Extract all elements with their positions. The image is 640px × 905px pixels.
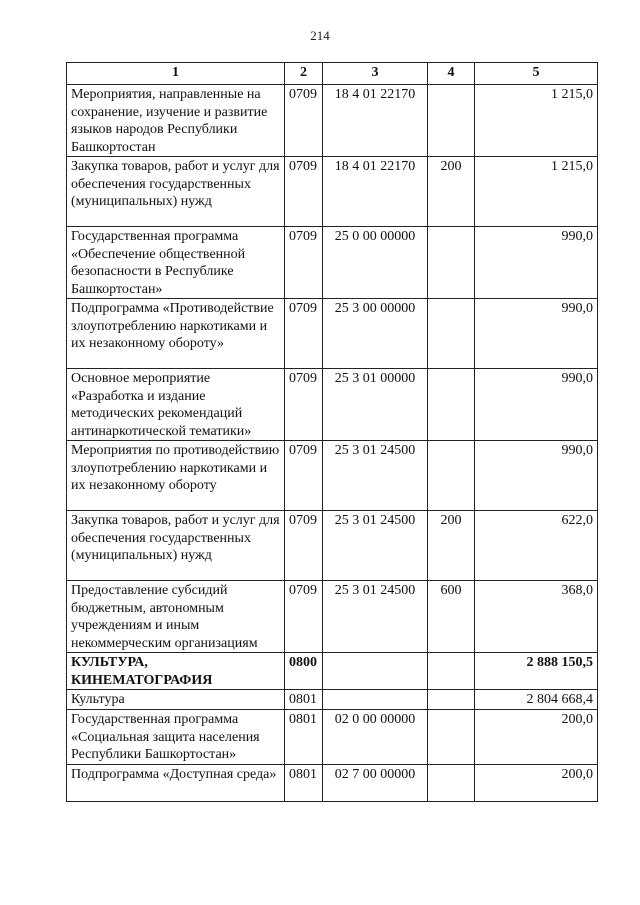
row-expense (428, 441, 475, 511)
row-expense (428, 653, 475, 690)
header-name: 1 (67, 63, 285, 85)
row-section: 0709 (285, 441, 323, 511)
row-name: Мероприятия по противодействию злоупотреблению наркотиками и их незаконному обороту (67, 441, 285, 511)
table-row (67, 581, 598, 653)
row-target: 25 3 01 24500 (323, 441, 428, 511)
row-expense: 200 (428, 157, 475, 227)
row-target: 25 3 00 00000 (323, 299, 428, 369)
header-expense: 4 (428, 63, 475, 85)
table-row (67, 369, 598, 441)
row-expense (428, 369, 475, 441)
row-target: 02 0 00 00000 (323, 710, 428, 765)
row-name: Предоставление субсидий бюджетным, автономным учреждениям и иным некоммерческим организациям (67, 581, 285, 653)
row-section: 0709 (285, 157, 323, 227)
row-name: Подпрограмма «Противодействие злоупотреблению наркотиками и их незаконному обороту» (67, 299, 285, 369)
row-target (323, 690, 428, 710)
row-expense: 600 (428, 581, 475, 653)
row-name: Мероприятия, направленные на сохранение, изучение и развитие языков народов Республики Башкортостан (67, 85, 285, 157)
row-target: 18 4 01 22170 (323, 85, 428, 157)
row-amount: 2 804 668,4 (475, 690, 598, 710)
table-row (67, 227, 598, 299)
row-section: 0709 (285, 227, 323, 299)
row-section: 0801 (285, 764, 323, 801)
row-name: КУЛЬТУРА, КИНЕМАТОГРАФИЯ (67, 653, 285, 690)
table-header-row (67, 63, 598, 85)
row-target: 02 7 00 00000 (323, 764, 428, 801)
row-target (323, 653, 428, 690)
table-row (67, 85, 598, 157)
table-row (67, 690, 598, 710)
row-section: 0801 (285, 710, 323, 765)
row-expense (428, 690, 475, 710)
row-name: Закупка товаров, работ и услуг для обеспечения государственных (муниципальных) нужд (67, 157, 285, 227)
row-name: Подпрограмма «Доступная среда» (67, 764, 285, 801)
row-name: Государственная программа «Обеспечение общественной безопасности в Республике Башкортостан» (67, 227, 285, 299)
row-section: 0800 (285, 653, 323, 690)
row-section: 0709 (285, 369, 323, 441)
row-expense (428, 299, 475, 369)
row-name: Закупка товаров, работ и услуг для обеспечения государственных (муниципальных) нужд (67, 511, 285, 581)
page-number: 214 (310, 28, 330, 43)
row-amount: 368,0 (475, 581, 598, 653)
row-expense (428, 764, 475, 801)
header-section: 2 (285, 63, 323, 85)
table-row (67, 710, 598, 765)
row-section: 0709 (285, 85, 323, 157)
row-amount: 1 215,0 (475, 157, 598, 227)
row-target: 25 0 00 00000 (323, 227, 428, 299)
row-section: 0709 (285, 511, 323, 581)
header-amount: 5 (475, 63, 598, 85)
header-target: 3 (323, 63, 428, 85)
row-amount: 2 888 150,5 (475, 653, 598, 690)
row-amount: 200,0 (475, 710, 598, 765)
table-row (67, 299, 598, 369)
row-expense (428, 710, 475, 765)
row-amount: 622,0 (475, 511, 598, 581)
row-expense (428, 85, 475, 157)
row-amount: 990,0 (475, 299, 598, 369)
budget-table (66, 62, 598, 802)
row-target: 25 3 01 00000 (323, 369, 428, 441)
row-amount: 990,0 (475, 441, 598, 511)
row-name: Культура (67, 690, 285, 710)
row-expense (428, 227, 475, 299)
table-row (67, 157, 598, 227)
table-row (67, 653, 598, 690)
row-name: Основное мероприятие «Разработка и издание методических рекомендаций антинаркотической тематики» (67, 369, 285, 441)
row-amount: 990,0 (475, 369, 598, 441)
row-target: 18 4 01 22170 (323, 157, 428, 227)
table-row (67, 764, 598, 801)
row-section: 0801 (285, 690, 323, 710)
row-name: Государственная программа «Социальная защита населения Республики Башкортостан» (67, 710, 285, 765)
row-target: 25 3 01 24500 (323, 511, 428, 581)
row-section: 0709 (285, 581, 323, 653)
row-expense: 200 (428, 511, 475, 581)
row-section: 0709 (285, 299, 323, 369)
table-row (67, 511, 598, 581)
row-amount: 1 215,0 (475, 85, 598, 157)
row-amount: 990,0 (475, 227, 598, 299)
table-row (67, 441, 598, 511)
row-target: 25 3 01 24500 (323, 581, 428, 653)
row-amount: 200,0 (475, 764, 598, 801)
